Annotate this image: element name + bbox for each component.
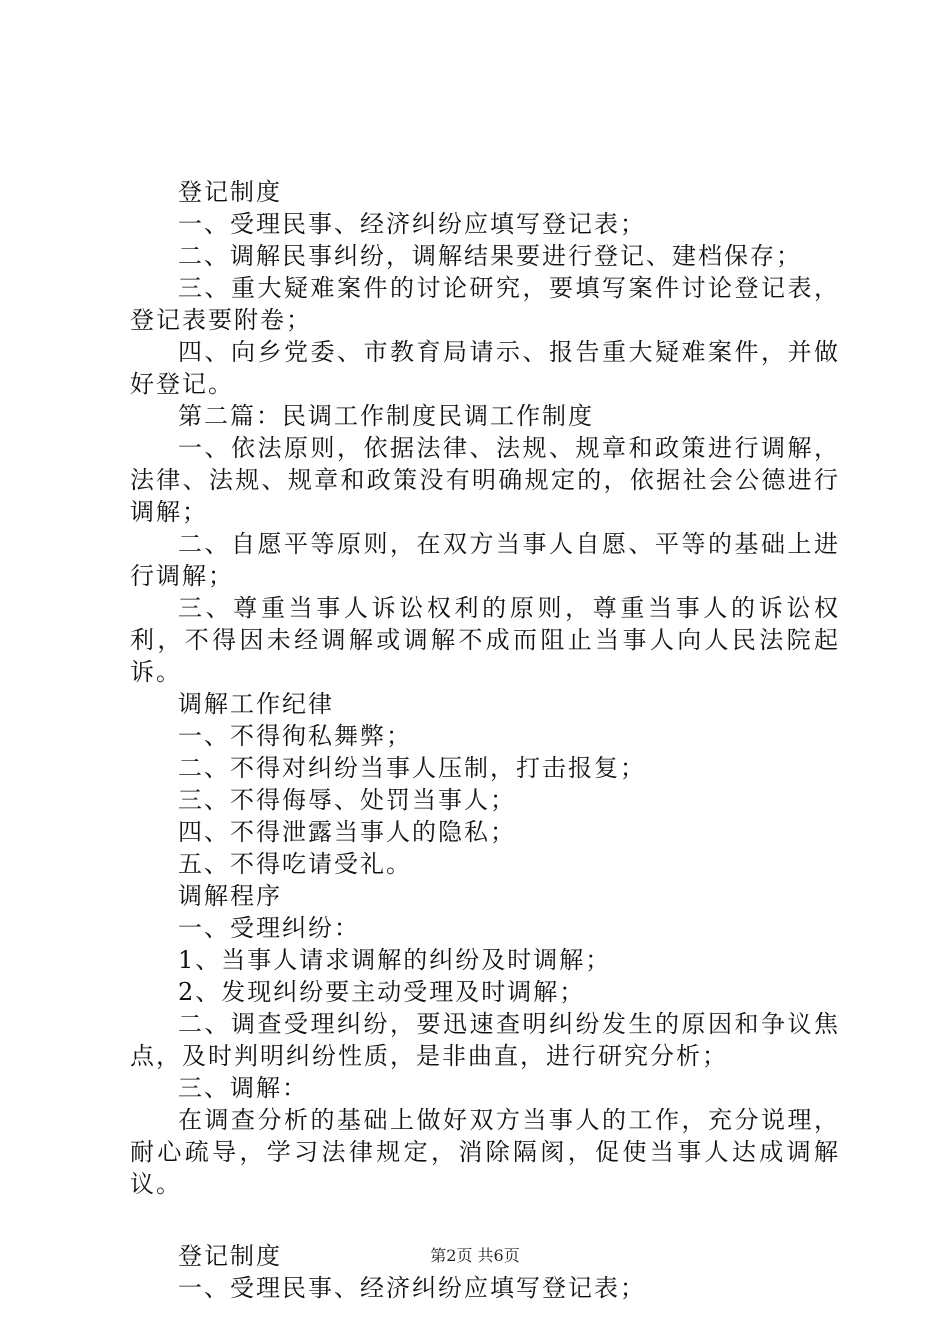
page-footer: 第2页 共6页 (430, 1246, 520, 1265)
paragraph: 一、受理民事、经济纠纷应填写登记表； (178, 210, 646, 238)
paragraph: 一、受理民事、经济纠纷应填写登记表； (178, 1274, 646, 1302)
paragraph: 1、当事人请求调解的纠纷及时调解； (178, 946, 612, 974)
spacer (130, 1200, 840, 1240)
section-heading: 登记制度 (178, 1242, 282, 1270)
section-heading: 登记制度 (178, 178, 282, 206)
paragraph: 二、调解民事纠纷，调解结果要进行登记、建档保存； (178, 242, 802, 270)
paragraph: 二、自愿平等原则，在双方当事人自愿、平等的基础上进行调解； (130, 530, 840, 590)
paragraph: 一、依法原则，依据法律、法规、规章和政策进行调解，法律、法规、规章和政策没有明确规定的，依据社会公德进行调解； (130, 434, 840, 526)
paragraph: 三、不得侮辱、处罚当事人； (178, 786, 516, 814)
paragraph: 五、不得吃请受礼。 (178, 850, 412, 878)
paragraph: 在调查分析的基础上做好双方当事人的工作，充分说理，耐心疏导，学习法律规定，消除隔阂，促使当事人达成调解议。 (130, 1106, 840, 1198)
paragraph: 三、尊重当事人诉讼权利的原则，尊重当事人的诉讼权利，不得因未经调解或调解不成而阻止当事人向人民法院起诉。 (130, 594, 840, 686)
paragraph: 三、重大疑难案件的讨论研究，要填写案件讨论登记表，登记表要附卷； (130, 274, 840, 334)
paragraph: 二、不得对纠纷当事人压制，打击报复； (178, 754, 646, 782)
paragraph: 二、调查受理纠纷，要迅速查明纠纷发生的原因和争议焦点，及时判明纠纷性质，是非曲直，进行研究分析； (130, 1010, 840, 1070)
paragraph: 一、受理纠纷： (178, 914, 360, 942)
section-heading: 调解工作纪律 (178, 690, 334, 718)
document-body (130, 176, 840, 1304)
section-heading: 第二篇：民调工作制度民调工作制度 (178, 402, 594, 430)
paragraph: 三、调解： (178, 1074, 308, 1102)
paragraph: 2、发现纠纷要主动受理及时调解； (178, 978, 586, 1006)
paragraph: 四、向乡党委、市教育局请示、报告重大疑难案件，并做好登记。 (130, 338, 840, 398)
section-heading: 调解程序 (178, 882, 282, 910)
paragraph: 一、不得徇私舞弊； (178, 722, 412, 750)
paragraph: 四、不得泄露当事人的隐私； (178, 818, 516, 846)
